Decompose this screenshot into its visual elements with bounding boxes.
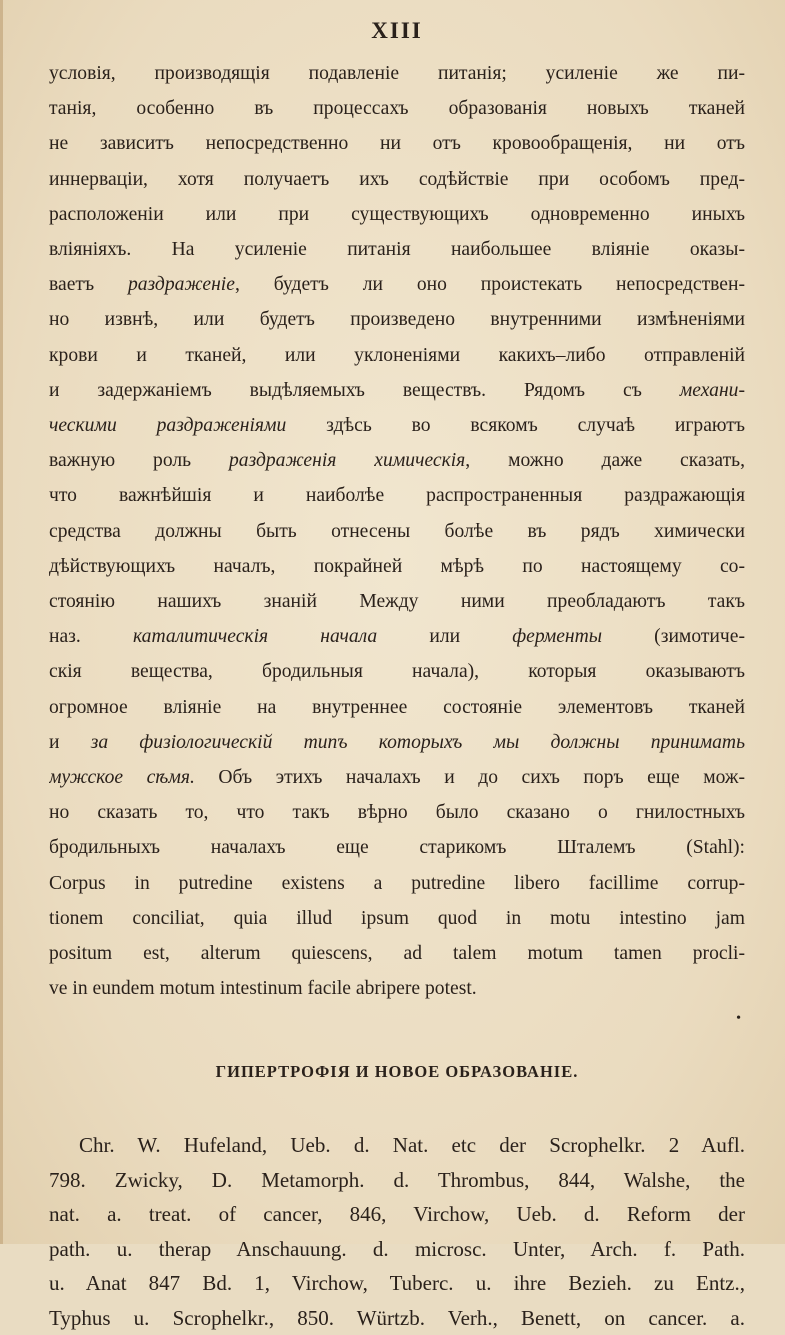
references	[49, 1128, 745, 1335]
text-line: не зависитъ непосредственно ни отъ кровообращенія, ни отъ	[49, 133, 745, 155]
italic-phrase: раздраженіе	[127, 274, 235, 296]
text-line: огромное вліяніе на внутреннее состояніе элементовъ тканей	[49, 696, 745, 718]
text-line: иннерваціи, хотя получаетъ ихъ содѣйствіе при особомъ пред-	[49, 168, 745, 190]
reference-line: nat. a. treat. of cancer, 846, Virchow, Ueb. d. Reform der	[49, 1202, 745, 1227]
dot-mark: •	[736, 1011, 741, 1027]
text-line: но сказать то, что такъ вѣрно было сказано о гнилостныхъ	[49, 802, 745, 824]
text-line: но извнѣ, или будетъ произведено внутренними измѣненіями	[49, 309, 745, 331]
text-line: скія вещества, бродильныя начала), которыя оказываютъ	[49, 661, 745, 683]
text-line: ческими раздраженіями здѣсь во всякомъ случаѣ играютъ	[49, 415, 745, 437]
italic-phrase: за физіологическій типъ которыхъ мы должны принимать	[90, 731, 745, 753]
page-number: XIII	[371, 18, 423, 43]
text-line: танія, особенно въ процессахъ образованія новыхъ тканей	[49, 98, 745, 120]
reference-line: Chr. W. Hufeland, Ueb. d. Nat. etc der Scrophelkr. 2 Aufl.	[79, 1133, 745, 1158]
text-line: наз. каталитическія начала или ферменты (зимотиче-	[49, 626, 745, 648]
reference-line: u. Anat 847 Bd. 1, Virchow, Tuberc. u. ihre Bezieh. zu Entz.,	[49, 1271, 745, 1296]
italic-phrase: каталитическія начала	[132, 626, 378, 648]
reference-line: Typhus u. Scrophelkr., 850. Würtzb. Verh., Benett, on cancer. a.	[49, 1305, 745, 1330]
text-line: расположеніи или при существующихъ одновременно иныхъ	[49, 203, 745, 225]
text-line: крови и тканей, или уклоненіями какихъ–либо отправленій	[49, 344, 745, 366]
text-line: мужское сѣмя. Объ этихъ началахъ и до сихъ поръ еще мож-	[49, 767, 745, 789]
text-line: Corpus in putredine existens a putredine libero facillime corrup-	[49, 872, 745, 894]
text-line: и за физіологическій типъ которыхъ мы должны принимать	[49, 731, 745, 753]
reference-line: 798. Zwicky, D. Metamorph. d. Thrombus, 844, Walshe, the	[49, 1167, 745, 1192]
text-line: средства должны быть отнесены болѣе въ рядъ химически	[49, 520, 745, 542]
italic-phrase: раздраженія химическія	[228, 450, 466, 472]
text-line: positum est, alterum quiescens, ad talem motum tamen procli-	[49, 943, 745, 965]
reference-line: path. u. therap Anschauung. d. microsc. Unter, Arch. f. Path.	[49, 1236, 745, 1261]
body-text	[49, 56, 745, 1006]
text-line: и задержаніемъ выдѣляемыхъ веществъ. Рядомъ съ механи-	[49, 379, 745, 401]
italic-phrase: ческими раздраженіями	[49, 415, 287, 437]
text-line: ваетъ раздраженіе, будетъ ли оно проистекать непосредствен-	[49, 274, 745, 296]
text-line: tionem conciliat, quia illud ipsum quod in motu intestino jam	[49, 907, 745, 929]
italic-phrase: ферменты	[512, 626, 603, 648]
text-line: дѣйствующихъ началъ, покрайней мѣрѣ по настоящему со-	[49, 555, 745, 577]
italic-phrase: мужское сѣмя.	[49, 767, 195, 789]
text-line: ve in eundem motum intestinum facile abripere potest.	[49, 978, 477, 1000]
text-line: важную роль раздраженія химическія, можно даже сказать,	[49, 450, 745, 472]
text-line: что важнѣйшія и наиболѣе распространенныя раздражающія	[49, 485, 745, 507]
section-heading: ГИПЕРТРОФІЯ И НОВОЕ ОБРАЗОВАНІЕ.	[215, 1062, 579, 1082]
text-line: стоянію нашихъ знаній Между ними преобладаютъ такъ	[49, 591, 745, 613]
text-line: вліяніяхъ. На усиленіе питанія наибольшее вліяніе оказы-	[49, 239, 745, 261]
italic-phrase: механи-	[679, 379, 745, 401]
text-line: бродильныхъ началахъ еще старикомъ Шталемъ (Stahl):	[49, 837, 745, 859]
text-line: условія, производящія подавленіе питанія; усиленіе же пи-	[49, 63, 745, 84]
